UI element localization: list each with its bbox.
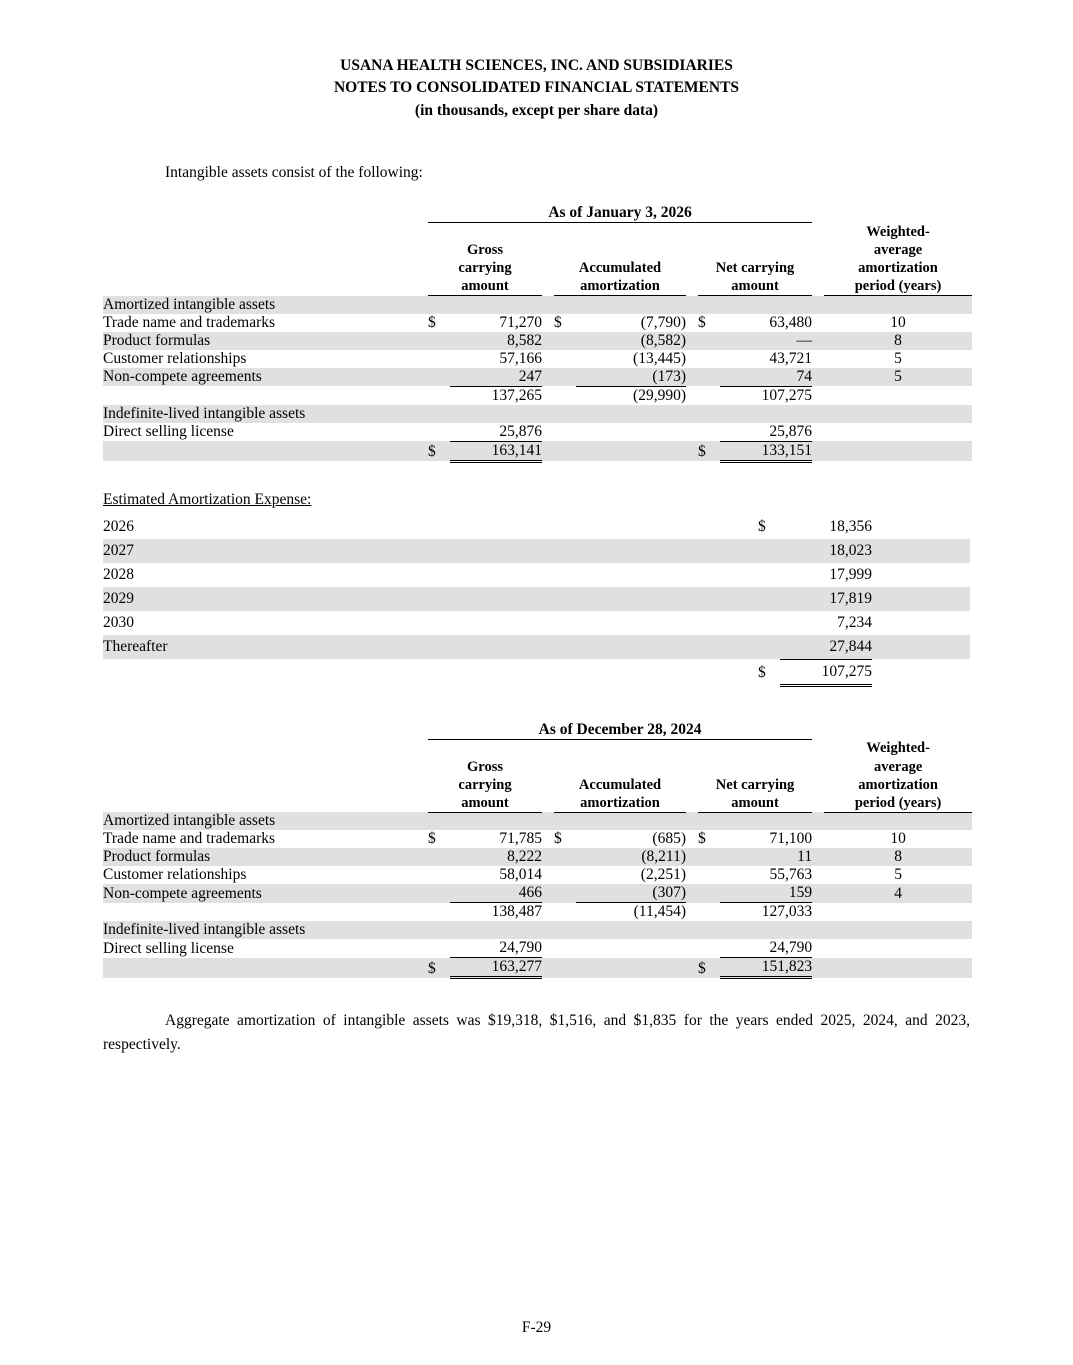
years-value: 4 [894,884,902,902]
accumulated-value: (13,445) [633,349,686,367]
currency-symbol [758,587,780,611]
column-header-row [103,739,972,812]
currency-symbol [428,332,450,350]
intro-text: Intangible assets consist of the following: [165,164,423,182]
row-label: Customer relationships [103,866,247,884]
net-value: 24,790 [720,939,812,958]
amount-value: 18,356 [829,517,872,535]
accumulated-value: (173) [576,368,686,387]
col-weighted-average-period: Weighted- average amortization period (years) [824,223,972,296]
currency-symbol: $ [428,830,436,848]
col-accumulated-amortization: Accumulated amortization [554,223,686,296]
currency-symbol [698,350,720,368]
section-header-row [103,921,972,939]
accumulated-value: (685) [652,830,686,848]
col-net-carrying-amount: Net carrying amount [698,739,812,812]
net-value: 55,763 [769,866,813,884]
section-header-row [103,405,972,423]
net-value: — [796,331,813,349]
currency-symbol: $ [698,313,706,331]
intangible-assets-table-2026 [103,204,972,463]
table-row [103,539,970,563]
section-label: Indefinite-lived intangible assets [103,921,306,939]
gross-value: 8,582 [507,331,542,349]
currency-symbol [758,635,780,660]
total-net: 151,823 [720,958,812,978]
row-label: Product formulas [103,848,211,866]
accumulated-value: (2,251) [640,866,686,884]
total-gross: 163,277 [450,958,542,978]
gross-value: 71,785 [499,830,542,848]
gross-value: 247 [450,368,542,387]
row-label: Customer relationships [103,349,247,367]
years-value: 10 [890,830,906,848]
gross-value: 466 [450,884,542,903]
currency-symbol: $ [554,313,562,331]
section-label: Indefinite-lived intangible assets [103,404,306,422]
col-net-carrying-amount: Net carrying amount [698,223,812,296]
currency-symbol [758,539,780,563]
currency-symbol [758,611,780,635]
currency-symbol: $ [758,664,766,682]
year-label: 2027 [103,541,134,559]
currency-symbol [554,848,576,866]
amount-value: 18,023 [829,541,872,559]
col-gross-carrying-amount: Gross carrying amount [428,739,542,812]
net-value: 43,721 [769,349,813,367]
estimated-amortization-table [103,515,970,687]
table-row [103,848,972,866]
row-label: Direct selling license [103,939,234,957]
table-row [103,939,972,958]
amount-value: 27,844 [780,635,872,660]
accumulated-value [576,939,686,958]
table-row [103,368,972,387]
currency-symbol: $ [758,517,766,535]
currency-symbol: $ [428,959,436,977]
net-value: 159 [720,884,812,903]
intangible-assets-table-2024 [103,721,972,980]
subtotal-row [103,386,972,405]
currency-symbol: $ [698,443,706,461]
total-row [103,441,972,461]
total-accumulated [576,441,686,461]
table-row [103,332,972,350]
years-value: 5 [894,866,902,884]
amount-value: 17,999 [829,565,872,583]
currency-symbol [428,368,450,387]
years-value: 10 [890,313,906,331]
year-label: 2028 [103,565,134,583]
subtotal-row [103,903,972,922]
currency-symbol [428,848,450,866]
currency-symbol: $ [428,443,436,461]
year-label: 2026 [103,517,134,535]
currency-symbol: $ [698,959,706,977]
table-row [103,423,972,442]
years-value: 5 [894,349,902,367]
col-weighted-average-period: Weighted- average amortization period (years) [824,739,972,812]
units-note: (in thousands, except per share data) [414,101,659,119]
currency-symbol: $ [698,830,706,848]
total-accumulated [576,958,686,978]
currency-symbol: $ [554,830,562,848]
closing-paragraph-text: Aggregate amortization of intangible assets was $19,318, $1,516, and $1,835 for the years ended 2025, 2024, and 2023, respectively. [103,1012,970,1053]
gross-value: 57,166 [499,349,542,367]
net-value: 74 [720,368,812,387]
currency-symbol [428,866,450,884]
row-label: Product formulas [103,331,211,349]
accumulated-value: (7,790) [640,313,686,331]
company-name: USANA HEALTH SCIENCES, INC. AND SUBSIDIARIES [340,57,733,74]
page-number: F-29 [521,1319,552,1336]
column-header-row [103,223,972,296]
table-row [103,830,972,848]
period-header-row [103,204,972,223]
col-accumulated-amortization: Accumulated amortization [554,739,686,812]
gross-value: 8,222 [507,848,542,866]
years-value: 5 [894,368,902,386]
amortization-section-title: Estimated Amortization Expense: [103,490,312,508]
amount-value: 7,234 [837,613,872,631]
accumulated-value: (8,211) [641,848,686,866]
currency-symbol [428,350,450,368]
amortization-total: 107,275 [780,659,872,685]
col-gross-carrying-amount: Gross carrying amount [428,223,542,296]
subtotal-net: 107,275 [761,386,813,404]
row-label: Non-compete agreements [103,368,262,386]
years-value: 8 [894,848,902,866]
table-row [103,587,970,611]
table-row [103,314,972,332]
currency-symbol [698,368,720,387]
accumulated-value [576,423,686,442]
table-row [103,866,972,884]
currency-symbol [698,332,720,350]
table-row [103,563,970,587]
currency-symbol: $ [428,313,436,331]
subtotal-accumulated: (29,990) [633,386,686,404]
table-row [103,611,970,635]
table-row [103,515,970,539]
years-value: 8 [894,331,902,349]
document-header [103,55,970,122]
table-row [103,635,970,660]
row-label: Trade name and trademarks [103,830,276,848]
gross-value: 58,014 [499,866,542,884]
currency-symbol [428,884,450,903]
gross-value: 24,790 [450,939,542,958]
subtotal-accumulated: (11,454) [633,903,686,921]
year-label: Thereafter [103,638,168,656]
net-value: 25,876 [720,423,812,442]
currency-symbol [698,866,720,884]
currency-symbol [758,563,780,587]
row-label: Non-compete agreements [103,884,262,902]
table-row [103,884,972,903]
document-subtitle: NOTES TO CONSOLIDATED FINANCIAL STATEMENTS [333,79,740,97]
closing-paragraph [103,1009,970,1056]
subtotal-gross: 137,265 [491,386,542,404]
row-label: Direct selling license [103,423,234,441]
currency-symbol [554,350,576,368]
total-net: 133,151 [720,441,812,461]
subtotal-net: 127,033 [761,903,813,921]
accumulated-value: (8,582) [640,331,686,349]
period-label: As of December 28, 2024 [428,721,812,740]
net-value: 11 [797,848,813,866]
currency-symbol [554,866,576,884]
year-label: 2030 [103,613,134,631]
accumulated-value: (307) [576,884,686,903]
total-row [103,659,970,685]
section-header-row [103,812,972,830]
section-label: Amortized intangible assets [103,812,276,830]
gross-value: 71,270 [499,313,542,331]
period-header-row [103,721,972,740]
currency-symbol [698,848,720,866]
amount-value: 17,819 [829,589,872,607]
total-row [103,958,972,978]
currency-symbol [698,884,720,903]
subtotal-gross: 138,487 [491,903,542,921]
year-label: 2029 [103,589,134,607]
net-value: 63,480 [769,313,813,331]
currency-symbol [554,332,576,350]
currency-symbol [554,884,576,903]
section-label: Amortized intangible assets [103,295,276,313]
row-label: Trade name and trademarks [103,313,276,331]
currency-symbol [554,368,576,387]
section-header-row [103,296,972,314]
table-row [103,350,972,368]
total-gross: 163,141 [450,441,542,461]
period-label: As of January 3, 2026 [428,204,812,223]
gross-value: 25,876 [450,423,542,442]
net-value: 71,100 [769,830,813,848]
